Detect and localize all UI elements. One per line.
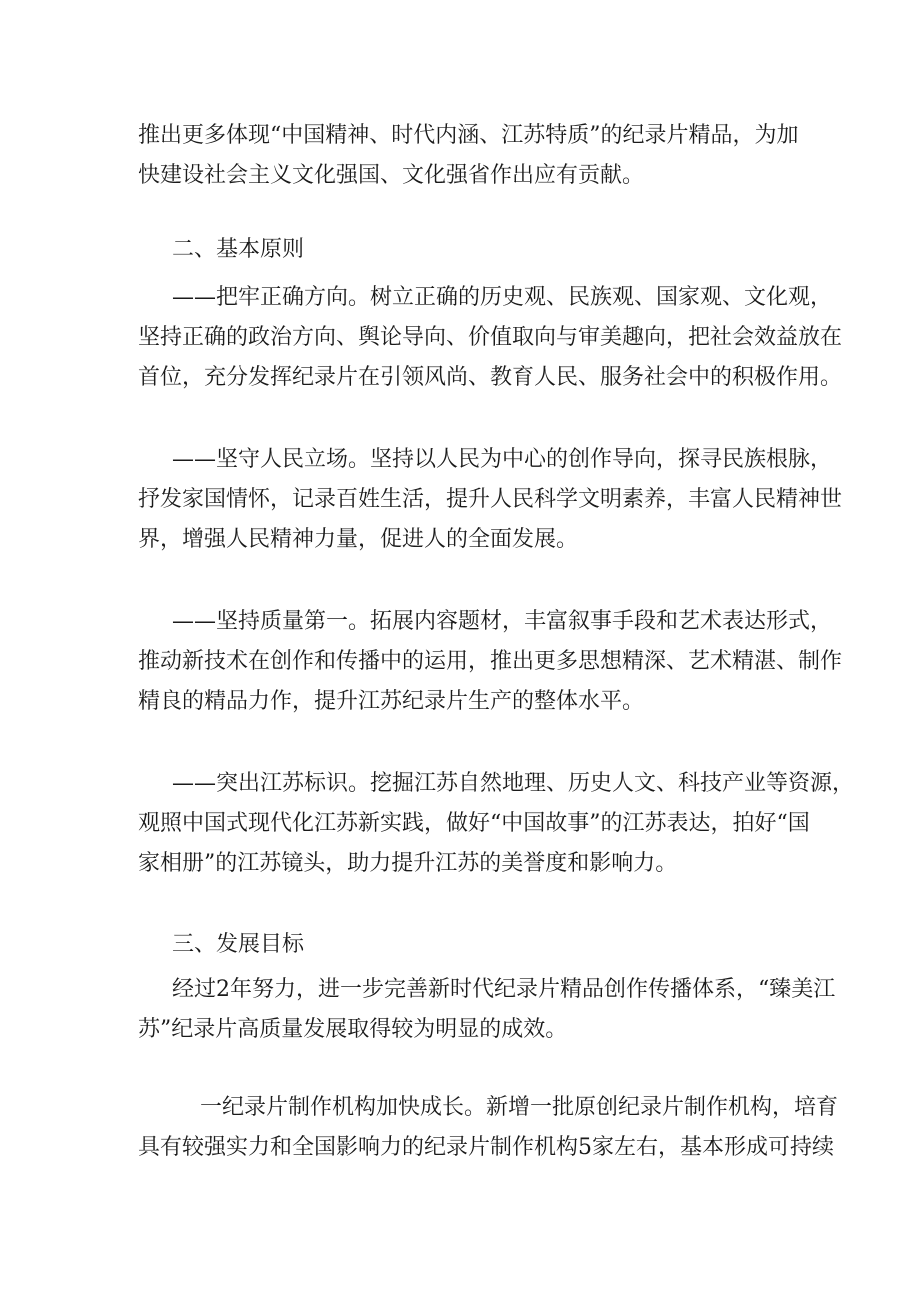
goal-paragraph <box>138 970 836 1050</box>
principle-paragraph <box>138 278 843 398</box>
text-line: ——坚守人民立场。坚持以人民为中心的创作导向，探寻民族根脉， <box>172 447 833 472</box>
principle-paragraph <box>138 602 843 722</box>
text-line: 经过2年努力，进一步完善新时代纪录片精品创作传播体系，“臻美江 <box>172 977 836 1002</box>
text-line: 推动新技术在创作和传播中的运用，推出更多思想精深、艺术精湛、制作 <box>138 649 843 674</box>
section-heading-principles: 二、基本原则 <box>172 237 305 262</box>
text-line: 一纪录片制作机构加快成长。新增一批原创纪录片制作机构，培育 <box>200 1095 839 1120</box>
text-line: 苏”纪录片高质量发展取得较为明显的成效。 <box>138 1017 568 1042</box>
text-line: 观照中国式现代化江苏新实践，做好“中国故事”的江苏表达，拍好“国 <box>138 811 810 836</box>
text-line: 家相册”的江苏镜头，助力提升江苏的美誉度和影响力。 <box>138 851 678 876</box>
text-line: 抒发家国情怀，记录百姓生活，提升人民科学文明素养，丰富人民精神世 <box>138 487 843 512</box>
section-heading-goals: 三、发展目标 <box>172 932 305 957</box>
intro-paragraph <box>138 116 799 196</box>
text-line: 坚持正确的政治方向、舆论导向、价值取向与审美趣向，把社会效益放在 <box>138 325 843 350</box>
text-line: 界，增强人民精神力量，促进人的全面发展。 <box>138 527 579 552</box>
text-line: 推出更多体现“中国精神、时代内涵、江苏特质”的纪录片精品，为加 <box>138 123 799 148</box>
goal-paragraph <box>138 1088 839 1168</box>
principle-paragraph <box>138 764 855 884</box>
text-line: 快建设社会主义文化强国、文化强省作出应有贡献。 <box>138 163 645 188</box>
text-line: ——坚持质量第一。拓展内容题材，丰富叙事手段和艺术表达形式， <box>172 609 833 634</box>
text-line: ——把牢正确方向。树立正确的历史观、民族观、国家观、文化观， <box>172 285 833 310</box>
text-line: 首位，充分发挥纪录片在引领风尚、教育人民、服务社会中的积极作用。 <box>138 365 843 390</box>
text-line: 具有较强实力和全国影响力的纪录片制作机构5家左右，基本形成可持续 <box>138 1135 834 1160</box>
text-line: 精良的精品力作，提升江苏纪录片生产的整体水平。 <box>138 689 645 714</box>
text-line: ——突出江苏标识。挖掘江苏自然地理、历史人文、科技产业等资源， <box>172 771 855 796</box>
principle-paragraph <box>138 440 843 560</box>
